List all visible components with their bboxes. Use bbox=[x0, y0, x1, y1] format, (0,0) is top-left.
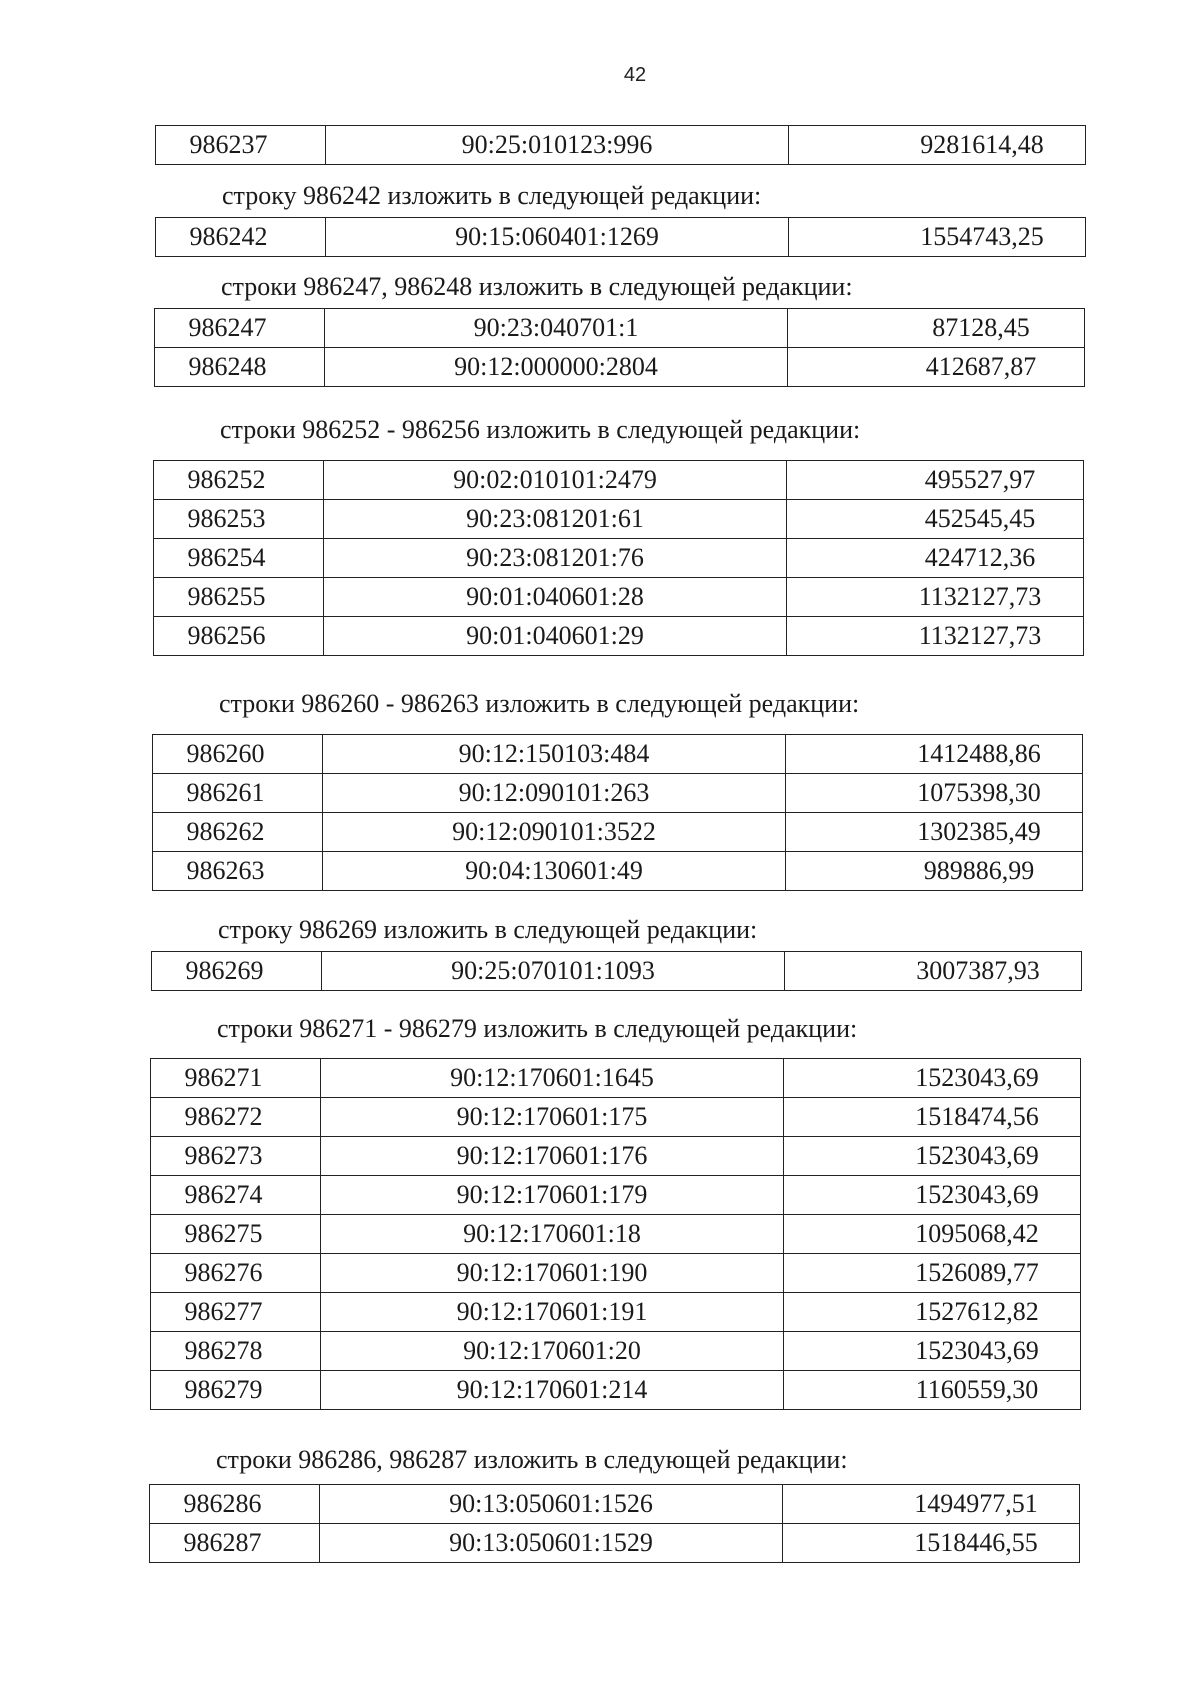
value-text: 1132127,73 bbox=[918, 621, 1042, 650]
row-number-text: 986279 bbox=[184, 1375, 263, 1404]
value-text: 452545,45 bbox=[924, 504, 1036, 533]
cadastral-number-cell bbox=[324, 617, 787, 656]
table-row bbox=[153, 813, 1083, 852]
row-number-cell bbox=[154, 539, 324, 578]
value-cell bbox=[784, 1254, 1081, 1293]
value-text: 989886,99 bbox=[923, 856, 1035, 885]
replacement-table bbox=[150, 1058, 1081, 1410]
value-text: 1523043,69 bbox=[915, 1141, 1039, 1170]
cadastral-number-cell bbox=[325, 309, 788, 348]
value-cell bbox=[783, 1524, 1080, 1563]
value-cell bbox=[783, 1485, 1080, 1524]
cadastral-number-text: 90:25:010123:996 bbox=[461, 130, 653, 159]
cadastral-number-text: 90:04:130601:49 bbox=[465, 856, 643, 885]
value-text: 1523043,69 bbox=[915, 1180, 1039, 1209]
row-number-cell bbox=[151, 1293, 321, 1332]
cadastral-number-cell bbox=[323, 735, 786, 774]
row-number-text: 986256 bbox=[187, 621, 266, 650]
row-number-text: 986262 bbox=[186, 817, 265, 846]
cadastral-number-text: 90:12:170601:1645 bbox=[450, 1063, 654, 1092]
value-text: 1523043,69 bbox=[915, 1336, 1039, 1365]
value-cell bbox=[784, 1371, 1081, 1410]
cadastral-number-text: 90:12:150103:484 bbox=[458, 739, 650, 768]
cadastral-number-text: 90:23:081201:76 bbox=[466, 543, 644, 572]
table-row bbox=[154, 500, 1084, 539]
table-row bbox=[153, 735, 1083, 774]
row-number-cell bbox=[154, 461, 324, 500]
row-number-text: 986274 bbox=[184, 1180, 263, 1209]
value-text: 1554743,25 bbox=[920, 222, 1044, 251]
row-number-text: 986242 bbox=[189, 222, 268, 251]
row-number-cell bbox=[153, 774, 323, 813]
value-text: 1518446,55 bbox=[914, 1528, 1038, 1557]
table-row bbox=[150, 1524, 1080, 1563]
value-text: 1412488,86 bbox=[917, 739, 1041, 768]
cadastral-number-cell bbox=[323, 813, 786, 852]
replacement-table bbox=[154, 308, 1085, 387]
cadastral-number-cell bbox=[321, 1215, 784, 1254]
row-number-text: 986252 bbox=[187, 465, 266, 494]
cadastral-number-text: 90:12:170601:176 bbox=[456, 1141, 648, 1170]
table-row bbox=[151, 1254, 1081, 1293]
row-number-text: 986287 bbox=[183, 1528, 262, 1557]
table-row bbox=[151, 1059, 1081, 1098]
cadastral-number-text: 90:12:090101:3522 bbox=[452, 817, 656, 846]
value-cell bbox=[788, 309, 1085, 348]
replacement-table bbox=[153, 460, 1084, 656]
cadastral-number-cell bbox=[326, 218, 789, 257]
value-text: 424712,36 bbox=[924, 543, 1036, 572]
table-row bbox=[153, 852, 1083, 891]
value-text: 495527,97 bbox=[924, 465, 1036, 494]
value-text: 3007387,93 bbox=[916, 956, 1040, 985]
value-text: 1523043,69 bbox=[915, 1063, 1039, 1092]
cadastral-number-cell bbox=[323, 774, 786, 813]
row-number-text: 986277 bbox=[184, 1297, 263, 1326]
replacement-table bbox=[155, 125, 1086, 165]
row-number-text: 986247 bbox=[188, 313, 267, 342]
cadastral-number-text: 90:12:170601:20 bbox=[463, 1336, 641, 1365]
value-cell bbox=[787, 500, 1084, 539]
table-row bbox=[156, 218, 1086, 257]
table-row bbox=[151, 1332, 1081, 1371]
value-cell bbox=[786, 852, 1083, 891]
table-row bbox=[151, 1215, 1081, 1254]
instruction-text: строку 986242 изложить в следующей редакции: bbox=[222, 181, 762, 210]
replacement-table bbox=[149, 1484, 1080, 1563]
value-text: 1526089,77 bbox=[915, 1258, 1039, 1287]
row-number-cell bbox=[151, 1137, 321, 1176]
row-number-cell bbox=[152, 952, 322, 991]
cadastral-number-text: 90:12:170601:18 bbox=[463, 1219, 641, 1248]
row-number-text: 986261 bbox=[186, 778, 265, 807]
cadastral-number-text: 90:25:070101:1093 bbox=[451, 956, 655, 985]
cadastral-number-cell bbox=[321, 1176, 784, 1215]
cadastral-number-text: 90:12:170601:214 bbox=[456, 1375, 648, 1404]
value-cell bbox=[786, 813, 1083, 852]
value-cell bbox=[787, 617, 1084, 656]
value-cell bbox=[785, 952, 1082, 991]
page-number: 42 bbox=[623, 64, 647, 86]
value-cell bbox=[786, 735, 1083, 774]
row-number-text: 986263 bbox=[186, 856, 265, 885]
row-number-cell bbox=[150, 1485, 320, 1524]
value-cell bbox=[784, 1098, 1081, 1137]
row-number-cell bbox=[151, 1332, 321, 1371]
cadastral-number-text: 90:01:040601:29 bbox=[466, 621, 644, 650]
row-number-text: 986248 bbox=[188, 352, 267, 381]
instruction-text: строки 986260 - 986263 изложить в следующей редакции: bbox=[219, 689, 860, 718]
cadastral-number-cell bbox=[320, 1485, 783, 1524]
cadastral-number-cell bbox=[321, 1059, 784, 1098]
row-number-cell bbox=[153, 813, 323, 852]
row-number-cell bbox=[150, 1524, 320, 1563]
cadastral-number-text: 90:12:170601:191 bbox=[456, 1297, 648, 1326]
value-text: 1494977,51 bbox=[914, 1489, 1038, 1518]
cadastral-number-cell bbox=[321, 1332, 784, 1371]
cadastral-number-cell bbox=[323, 852, 786, 891]
table-row bbox=[153, 774, 1083, 813]
cadastral-number-text: 90:23:081201:61 bbox=[466, 504, 644, 533]
row-number-text: 986237 bbox=[189, 130, 268, 159]
cadastral-number-cell bbox=[321, 1098, 784, 1137]
cadastral-number-text: 90:01:040601:28 bbox=[466, 582, 644, 611]
row-number-cell bbox=[155, 309, 325, 348]
cadastral-number-text: 90:12:090101:263 bbox=[458, 778, 650, 807]
value-cell bbox=[789, 218, 1086, 257]
replacement-table bbox=[155, 217, 1086, 257]
cadastral-number-text: 90:12:170601:175 bbox=[456, 1102, 648, 1131]
row-number-cell bbox=[151, 1176, 321, 1215]
cadastral-number-cell bbox=[324, 578, 787, 617]
table-row bbox=[155, 309, 1085, 348]
cadastral-number-cell bbox=[326, 126, 789, 165]
table-row bbox=[155, 348, 1085, 387]
row-number-cell bbox=[151, 1215, 321, 1254]
value-text: 9281614,48 bbox=[920, 130, 1044, 159]
value-text: 1302385,49 bbox=[917, 817, 1041, 846]
value-cell bbox=[784, 1137, 1081, 1176]
replacement-table bbox=[151, 951, 1082, 991]
value-text: 412687,87 bbox=[925, 352, 1037, 381]
cadastral-number-cell bbox=[324, 500, 787, 539]
value-text: 1160559,30 bbox=[915, 1375, 1039, 1404]
value-text: 1518474,56 bbox=[915, 1102, 1039, 1131]
table-row bbox=[151, 1293, 1081, 1332]
instruction-text: строки 986271 - 986279 изложить в следующей редакции: bbox=[217, 1014, 858, 1043]
row-number-text: 986254 bbox=[187, 543, 266, 572]
value-cell bbox=[784, 1059, 1081, 1098]
value-text: 87128,45 bbox=[932, 313, 1030, 342]
table-row bbox=[154, 578, 1084, 617]
row-number-cell bbox=[153, 852, 323, 891]
value-cell bbox=[787, 461, 1084, 500]
row-number-cell bbox=[151, 1254, 321, 1293]
value-cell bbox=[784, 1176, 1081, 1215]
cadastral-number-text: 90:12:170601:190 bbox=[456, 1258, 648, 1287]
row-number-text: 986255 bbox=[187, 582, 266, 611]
row-number-text: 986278 bbox=[184, 1336, 263, 1365]
cadastral-number-text: 90:12:000000:2804 bbox=[454, 352, 658, 381]
cadastral-number-cell bbox=[321, 1137, 784, 1176]
table-row bbox=[156, 126, 1086, 165]
row-number-text: 986286 bbox=[183, 1489, 262, 1518]
row-number-cell bbox=[154, 578, 324, 617]
cadastral-number-cell bbox=[324, 539, 787, 578]
table-row bbox=[151, 1176, 1081, 1215]
table-row bbox=[152, 952, 1082, 991]
value-cell bbox=[787, 539, 1084, 578]
value-text: 1527612,82 bbox=[915, 1297, 1039, 1326]
row-number-text: 986272 bbox=[184, 1102, 263, 1131]
cadastral-number-cell bbox=[325, 348, 788, 387]
table-row bbox=[154, 539, 1084, 578]
value-cell bbox=[786, 774, 1083, 813]
row-number-cell bbox=[155, 348, 325, 387]
table-row bbox=[151, 1137, 1081, 1176]
cadastral-number-cell bbox=[321, 1371, 784, 1410]
table-row bbox=[154, 617, 1084, 656]
row-number-cell bbox=[153, 735, 323, 774]
instruction-text: строки 986247, 986248 изложить в следующей редакции: bbox=[221, 272, 853, 301]
cadastral-number-cell bbox=[321, 1254, 784, 1293]
table-row bbox=[151, 1371, 1081, 1410]
row-number-cell bbox=[154, 500, 324, 539]
cadastral-number-text: 90:02:010101:2479 bbox=[453, 465, 657, 494]
row-number-text: 986275 bbox=[184, 1219, 263, 1248]
table-row bbox=[154, 461, 1084, 500]
row-number-cell bbox=[151, 1059, 321, 1098]
value-text: 1132127,73 bbox=[918, 582, 1042, 611]
row-number-text: 986276 bbox=[184, 1258, 263, 1287]
cadastral-number-cell bbox=[324, 461, 787, 500]
instruction-text: строки 986286, 986287 изложить в следующей редакции: bbox=[216, 1445, 848, 1474]
row-number-text: 986253 bbox=[187, 504, 266, 533]
cadastral-number-text: 90:15:060401:1269 bbox=[455, 222, 659, 251]
cadastral-number-text: 90:13:050601:1526 bbox=[449, 1489, 653, 1518]
cadastral-number-cell bbox=[322, 952, 785, 991]
row-number-text: 986260 bbox=[186, 739, 265, 768]
row-number-cell bbox=[154, 617, 324, 656]
row-number-text: 986273 bbox=[184, 1141, 263, 1170]
row-number-text: 986271 bbox=[184, 1063, 263, 1092]
row-number-text: 986269 bbox=[185, 956, 264, 985]
value-cell bbox=[787, 578, 1084, 617]
value-text: 1075398,30 bbox=[917, 778, 1041, 807]
cadastral-number-cell bbox=[321, 1293, 784, 1332]
value-cell bbox=[789, 126, 1086, 165]
row-number-cell bbox=[156, 218, 326, 257]
row-number-cell bbox=[156, 126, 326, 165]
value-cell bbox=[784, 1293, 1081, 1332]
table-row bbox=[150, 1485, 1080, 1524]
value-text: 1095068,42 bbox=[915, 1219, 1039, 1248]
cadastral-number-text: 90:23:040701:1 bbox=[473, 313, 639, 342]
instruction-text: строку 986269 изложить в следующей редакции: bbox=[218, 915, 758, 944]
row-number-cell bbox=[151, 1098, 321, 1137]
table-row bbox=[151, 1098, 1081, 1137]
cadastral-number-text: 90:12:170601:179 bbox=[456, 1180, 648, 1209]
value-cell bbox=[784, 1215, 1081, 1254]
replacement-table bbox=[152, 734, 1083, 891]
cadastral-number-text: 90:13:050601:1529 bbox=[449, 1528, 653, 1557]
value-cell bbox=[788, 348, 1085, 387]
value-cell bbox=[784, 1332, 1081, 1371]
cadastral-number-cell bbox=[320, 1524, 783, 1563]
row-number-cell bbox=[151, 1371, 321, 1410]
instruction-text: строки 986252 - 986256 изложить в следующей редакции: bbox=[220, 415, 861, 444]
